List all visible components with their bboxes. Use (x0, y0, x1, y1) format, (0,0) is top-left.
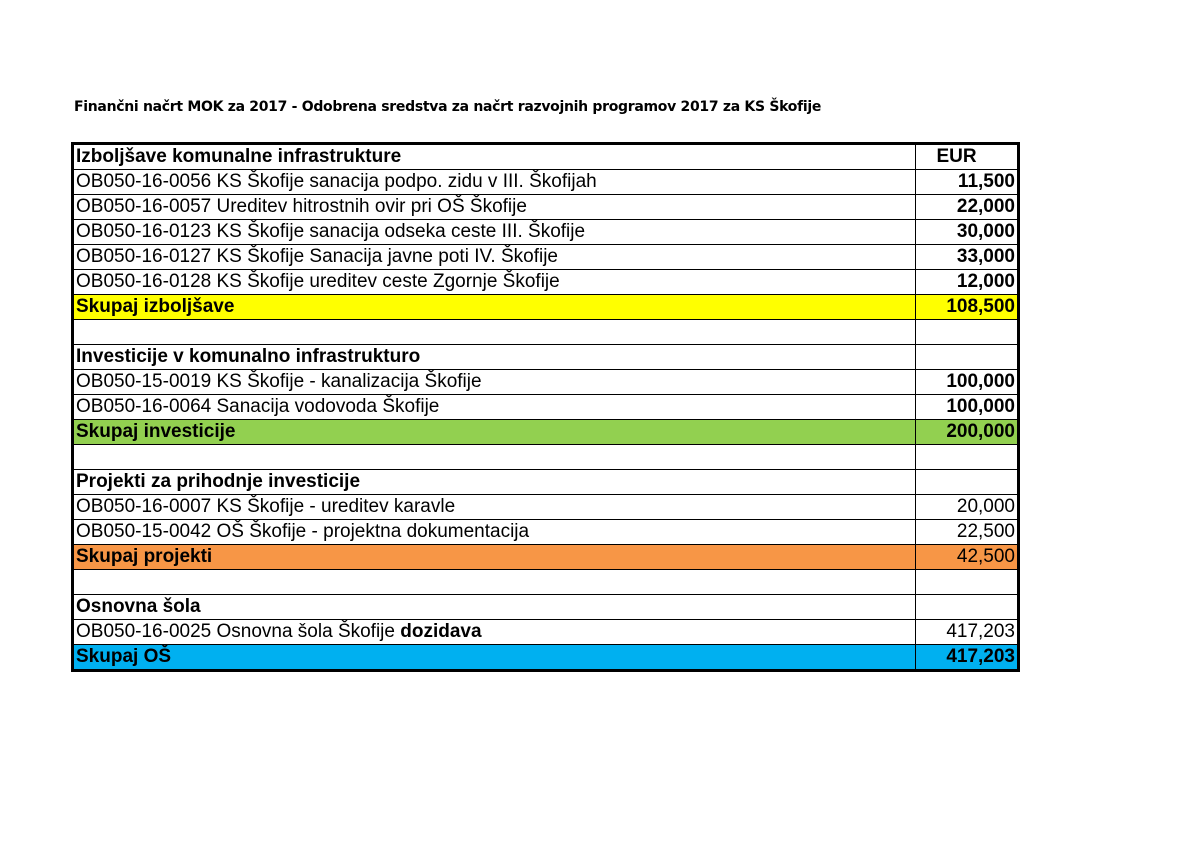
item-label-text: OB050-16-0025 Osnovna šola Škofije (76, 621, 401, 642)
table-row (73, 220, 1019, 245)
currency-header: EUR (916, 144, 1019, 170)
spacer-row (73, 320, 1019, 345)
table-row (73, 245, 1019, 270)
table-row (73, 195, 1019, 220)
subtotal-amount: 108,500 (916, 295, 1019, 320)
item-amount: 100,000 (916, 395, 1019, 420)
spacer-row (73, 445, 1019, 470)
item-label: OB050-16-0007 KS Škofije - ureditev karavle (73, 495, 916, 520)
section-heading: Projekti za prihodnje investicije (73, 470, 916, 495)
financial-plan-table (71, 142, 1020, 672)
item-amount: 417,203 (916, 620, 1019, 645)
subtotal-row (73, 420, 1019, 445)
item-label: OB050-16-0064 Sanacija vodovoda Škofije (73, 395, 916, 420)
item-amount: 11,500 (916, 170, 1019, 195)
item-label: OB050-15-0019 KS Škofije - kanalizacija Škofije (73, 370, 916, 395)
item-amount: 20,000 (916, 495, 1019, 520)
item-label: OB050-16-0056 KS Škofije sanacija podpo. zidu v III. Škofijah (73, 170, 916, 195)
item-label: OB050-16-0128 KS Škofije ureditev ceste Zgornje Škofije (73, 270, 916, 295)
section-heading: Izboljšave komunalne infrastrukture (73, 144, 916, 170)
table-row (73, 170, 1019, 195)
item-label: OB050-16-0123 KS Škofije sanacija odseka ceste III. Škofije (73, 220, 916, 245)
item-label-emphasis: dozidava (400, 621, 482, 642)
subtotal-label: Skupaj projekti (73, 545, 916, 570)
section-heading-row (73, 595, 1019, 620)
subtotal-amount: 42,500 (916, 545, 1019, 570)
item-label (73, 620, 916, 645)
subtotal-row (73, 545, 1019, 570)
table-row (73, 620, 1019, 645)
document-title: Finančni načrt MOK za 2017 - Odobrena sredstva za načrt razvojnih programov 2017 za KS Škofije (74, 99, 822, 115)
item-label: OB050-16-0057 Ureditev hitrostnih ovir pri OŠ Škofije (73, 195, 916, 220)
item-label: OB050-15-0042 OŠ Škofije - projektna dokumentacija (73, 520, 916, 545)
item-label: OB050-16-0127 KS Škofije Sanacija javne poti IV. Škofije (73, 245, 916, 270)
item-amount: 12,000 (916, 270, 1019, 295)
item-amount: 22,000 (916, 195, 1019, 220)
item-amount: 33,000 (916, 245, 1019, 270)
table-row (73, 495, 1019, 520)
section-heading: Investicije v komunalno infrastrukturo (73, 345, 916, 370)
subtotal-label: Skupaj investicije (73, 420, 916, 445)
subtotal-label: Skupaj OŠ (73, 645, 916, 671)
item-amount: 30,000 (916, 220, 1019, 245)
subtotal-amount: 417,203 (916, 645, 1019, 671)
item-amount: 22,500 (916, 520, 1019, 545)
section-heading-row (73, 144, 1019, 170)
table-row (73, 395, 1019, 420)
section-heading-row (73, 470, 1019, 495)
subtotal-row (73, 645, 1019, 671)
section-heading: Osnovna šola (73, 595, 916, 620)
subtotal-row (73, 295, 1019, 320)
table-row (73, 370, 1019, 395)
subtotal-amount: 200,000 (916, 420, 1019, 445)
table-row (73, 520, 1019, 545)
subtotal-label: Skupaj izboljšave (73, 295, 916, 320)
section-heading-row (73, 345, 1019, 370)
item-amount: 100,000 (916, 370, 1019, 395)
spacer-row (73, 570, 1019, 595)
table-row (73, 270, 1019, 295)
